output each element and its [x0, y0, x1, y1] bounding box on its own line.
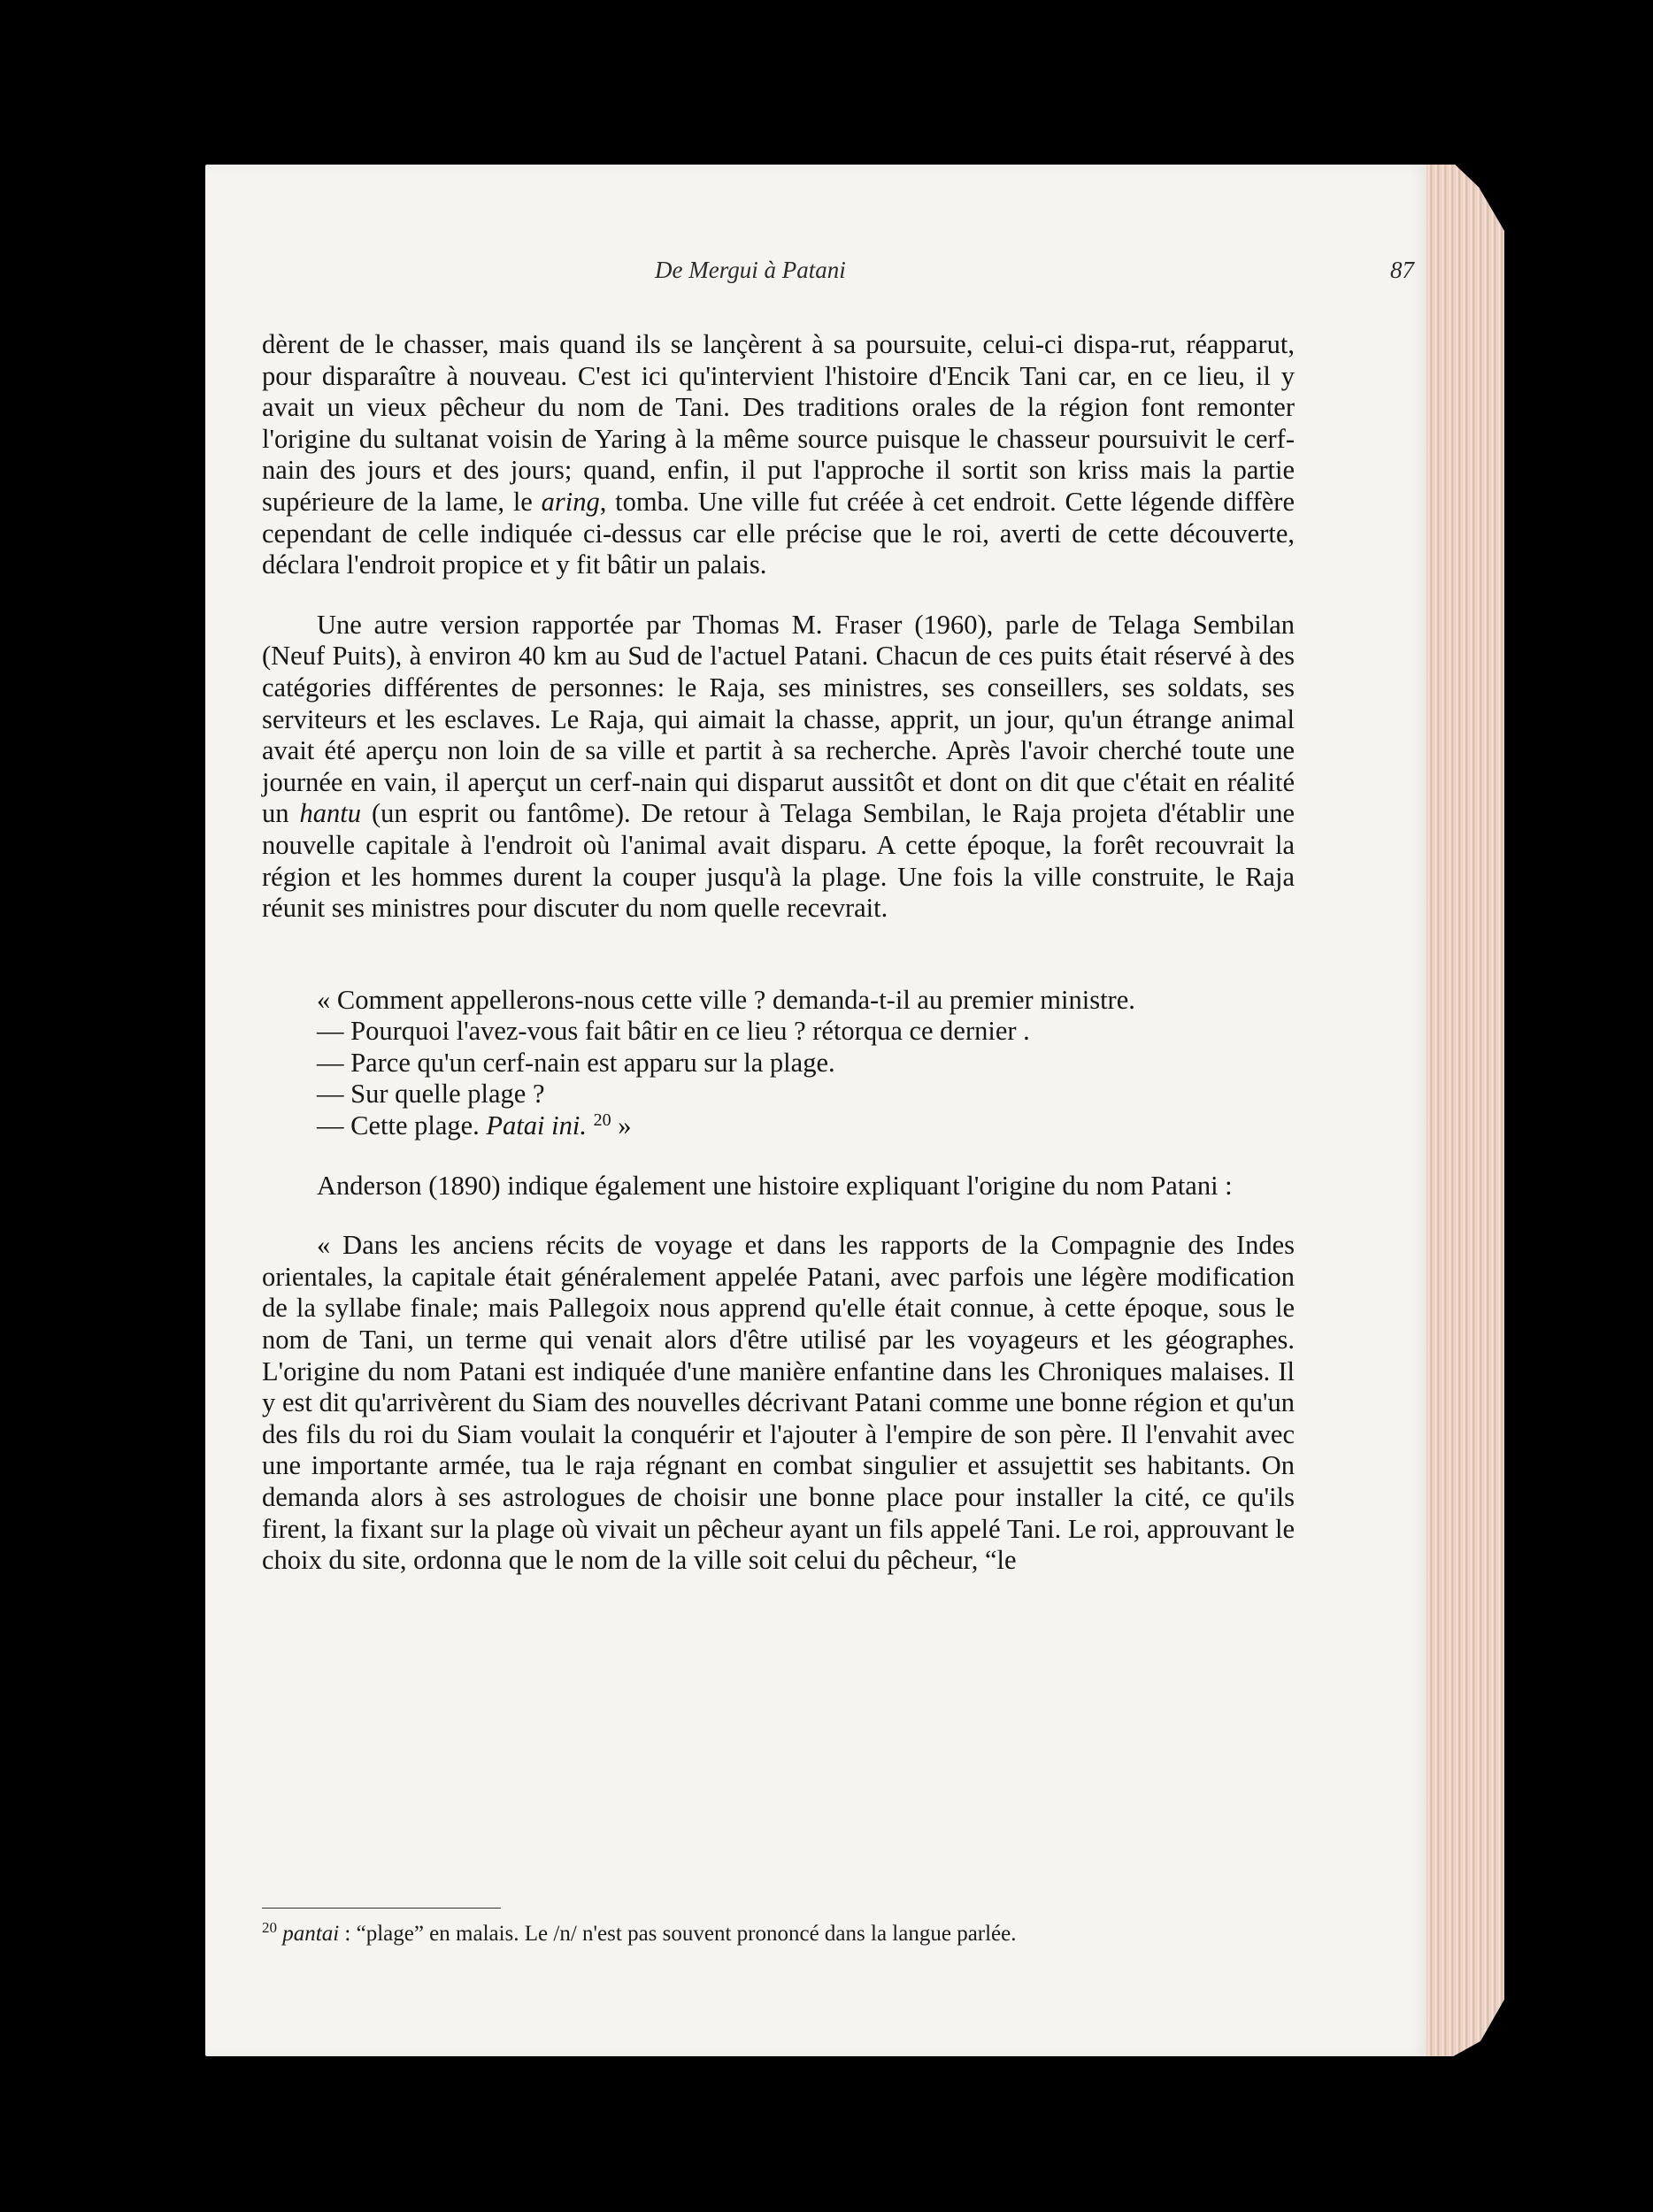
footnote: [262, 1921, 1297, 1947]
page-number: 87: [1390, 257, 1414, 283]
dialogue-line: — Parce qu'un cerf-nain est apparu sur la plage.: [317, 1047, 835, 1078]
book-page: [205, 165, 1426, 2056]
text-run: , tomba. Une ville fut créée à cet endroit. Cette légende diffère cependant de celle indiquée ci-dessus car elle précise que le roi, averti de cette découverte, déclara l'endroit propice et y fit bâtir un palais.: [262, 486, 1295, 580]
italic-term: hantu: [299, 798, 361, 829]
footnote-term: pantai: [282, 1922, 340, 1946]
dialogue-line: « Comment appellerons-nous cette ville ? demanda-t-il au premier ministre.: [317, 984, 1135, 1015]
running-head: [205, 257, 1426, 292]
open-book: [205, 165, 1504, 2056]
page-edges: [1419, 165, 1504, 2056]
paragraph: [262, 329, 1295, 581]
paragraph: « Dans les anciens récits de voyage et dans les rapports de la Compagnie des Indes orientales, la capitale était généralement appelée Patani, avec parfois une légère modification de la syllabe finale; mais Pallegoix nous apprend qu'elle était connue, à cette époque, sous le nom de Tani, un terme qui venait alors d'être utilisé par les voyageurs et les géographes. L'origine du nom Patani est indiquée d'une manière enfantine dans les Chroniques malaises. Il y est dit qu'arrivèrent du Siam des nouvelles décrivant Patani comme une bonne région et qu'un des fils du roi du Siam voulait la conquérir et l'ajouter à l'empire de son père. Il l'envahit avec une importante armée, tua le raja régnant en combat singulier et assujettit ses habitants. On demanda alors à ses astrologues de choisir une bonne place pour installer la cité, ce qu'ils firent, la fixant sur la plage où vivait un pêcheur ayant un fils appelé Tani. Le roi, approuvant le choix du site, ordonna que le nom de la ville soit celui du pêcheur, “le: [262, 1230, 1295, 1576]
paragraph-gap: [262, 925, 1295, 985]
dialogue-line: [262, 1110, 1295, 1142]
footnote-number: 20: [262, 1919, 277, 1936]
italic-term: Patai ini.: [486, 1110, 587, 1141]
paragraph: Anderson (1890) indique également une histoire expliquant l'origine du nom Patani :: [317, 1170, 1233, 1201]
text-run: (un esprit ou fantôme). De retour à Telaga Sembilan, le Raja projeta d'établir une nouvelle capitale à l'endroit où l'animal avait disparu. A cette époque, la forêt recouvrait la région et les hommes durent la couper jusqu'à la plage. Une fois la ville construite, le Raja réunit ses ministres pour discuter du nom quelle recevrait.: [262, 798, 1295, 924]
dialogue-line: — Pourquoi l'avez-vous fait bâtir en ce lieu ? rétorqua ce dernier .: [317, 1016, 1030, 1047]
paragraph: [262, 610, 1295, 925]
footnote-marker[interactable]: 20: [593, 1110, 611, 1131]
dialogue-line: — Sur quelle plage ?: [317, 1079, 545, 1110]
running-title: De Mergui à Patani: [655, 257, 846, 283]
paragraph-gap: [262, 1142, 1295, 1171]
italic-term: aring: [541, 486, 600, 517]
text-run: dèrent de le chasser, mais quand ils se lançèrent à sa poursuite, celui-ci dispa-rut, réapparut, pour disparaître à nouveau. C'est ici qu'intervient l'histoire d'Encik Tani car, en ce lieu, il y avait un vieux pêcheur du nom de Tani. Des traditions orales de la région font remonter l'origine du sultanat voisin de Yaring à la même source puisque le chasseur poursuivit le cerf-nain des jours et des jours; quand, enfin, il put l'approche il sortit son kriss mais la partie supérieure de la lame, le: [262, 329, 1295, 517]
body-text: [262, 329, 1295, 1577]
paragraph-gap: [262, 1202, 1295, 1230]
footnote-rule: [262, 1908, 501, 1909]
footnote-text: : “plage” en malais. Le /n/ n'est pas souvent prononcé dans la langue parlée.: [339, 1922, 1017, 1946]
text-run: »: [611, 1110, 632, 1141]
text-run: Une autre version rapportée par Thomas M. Fraser (1960), parle de Telaga Sembilan (Neuf Puits), à environ 40 km au Sud de l'actuel Patani. Chacun de ces puits était réservé à des catégories différentes de personnes: le Raja, ses ministres, ses conseillers, ses soldats, ses serviteurs et les esclaves. Le Raja, qui aimait la chasse, apprit, un jour, qu'un étrange animal avait été aperçu non loin de sa ville et partit à sa recherche. Après l'avoir cherché toute une journée en vain, il aperçut un cerf-nain qui disparut aussitôt et dont on dit que c'était en réalité un: [262, 609, 1295, 829]
paragraph-gap: [262, 581, 1295, 610]
text-run: — Cette plage.: [317, 1110, 487, 1141]
